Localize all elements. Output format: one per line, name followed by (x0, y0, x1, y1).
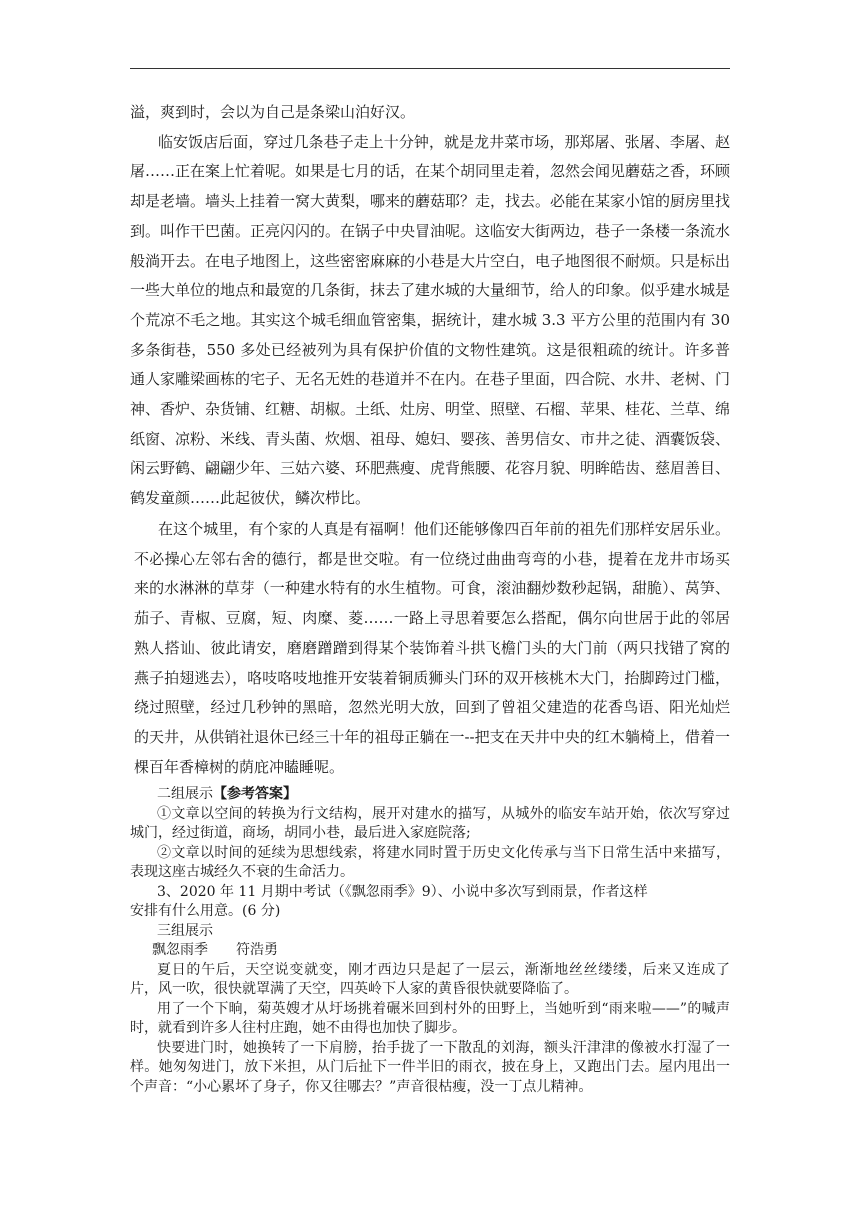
answer-2: ②文章以时间的延续为思想线索，将建水同时置于历史文化传承与当下日常生活中来描写，表现这座古城经久不衰的生命活力。 (130, 844, 730, 880)
answer-label: 【参考答案】 (213, 786, 297, 802)
story-author: 符浩勇 (236, 942, 278, 958)
header-rule (130, 68, 730, 69)
story-title: 飘忽雨季 (152, 942, 208, 958)
paragraph-family-home: 在这个城里，有个家的人真是有福啊！他们还能够像四百年前的祖先们那样安居乐业。不必操心左邻右舍的德行，都是世交啦。有一位绕过曲曲弯弯的小巷，提着在龙井市场买来的水淋淋的草芽（一种建水特有的水生植物。可食，滚油翻炒数秒起锅，甜脆）、莴笋、茄子、青椒、豆腐，短、肉糜、菱……一路上寻思着要怎么搭配，偶尔向世居于此的邻居熟人搭讪、彼此请安，磨磨蹭蹭到得某个装饰着斗拱飞檐门头的大门前（两只找错了窝的燕子拍翅逃去），咯吱咯吱地推开安装着铜质狮头门环的双开核桃木大门，抬脚跨过门槛，绕过照壁，经过几秒钟的黑暗，忽然光明大放，回到了曾祖父建造的花香鸟语、阳光灿烂的天井，从供销社退休已经三十年的祖母正躺在一--把支在天井中央的红木躺椅上，借着一棵百年香樟树的荫庇冲瞌睡呢。 (134, 520, 730, 776)
story-paragraph-3: 快要进门时，她换转了一下肩膀，抬手拢了一下散乱的刘海，额头汗津津的像被水打湿了一样。她匆匆进门，放下米担，从门后扯下一件半旧的雨衣，披在身上，又跑出门去。屋内甩出一个声音：“小心累坏了身子，你又往哪去？”声音很枯瘦，没一丁点儿精神。 (130, 1039, 730, 1095)
answer-1: ①文章以空间的转换为行文结构，展开对建水的描写，从城外的临安车站开始，依次写穿过城门，经过街道，商场，胡同小巷，最后进入家庭院落; (130, 805, 730, 841)
essay-excerpt-2 (130, 515, 730, 782)
question-3-line1: 3、2020 年 11 月期中考试（《飘忽雨季》9）、小说中多次写到雨景，作者这样 (157, 883, 648, 900)
story-paragraph-1: 夏日的午后，天空说变就变，刚才西边只是起了一层云，渐渐地丝丝缕缕，后来又连成了片，风一吹，很快就罩满了天空，四英岭下人家的黄昏很快就要降临了。 (130, 961, 730, 997)
question-3-line2: 安排有什么用意。(6 分) (130, 903, 281, 919)
essay-excerpt (130, 98, 730, 514)
paragraph-continuation: 溢，爽到时，会以为自己是条梁山泊好汉。 (130, 103, 416, 121)
story-paragraph-2: 用了一个下晌，菊英嫂才从圩场挑着碾米回到村外的田野上，当她听到“雨来啦——”的喊声时，就看到许多人往村庄跑，她不由得也加快了脚步。 (130, 1000, 730, 1036)
paragraph-lin-an-alleys: 临安饭店后面，穿过几条巷子走上十分钟，就是龙井菜市场，那郑屠、张屠、李屠、赵屠……正在案上忙着呢。如果是七月的话，在某个胡同里走着，忽然会闻见蘑菇之香，环顾却是老墙。墙头上挂着一窝大黄梨，哪来的蘑菇耶？走，找去。必能在某家小馆的厨房里找到。叫作干巴菌。正亮闪闪的。在锅子中央冒油呢。这临安大街两边，巷子一条楼一条流水般淌开去。在电子地图上，这些密密麻麻的小巷是大片空白，电子地图很不耐烦。只是标出一些大单位的地点和最宽的几条街，抹去了建水城的大量细节，给人的印象。似乎建水城是个荒凉不毛之地。其实这个城毛细血管密集，据统计，建水城 3.3 平方公里的范围内有 30 多条街巷，550 多处已经被列为具有保护价值的文物性建筑。这是很粗疏的统计。许多普通人家雕梁画栋的宅子、无名无姓的巷道并不在内。在巷子里面，四合院、水井、老树、门神、香炉、杂货铺、红糖、胡椒。土纸、灶房、明堂、照壁、石榴、苹果、桂花、兰草、绵纸窗、凉粉、米线、青头菌、炊烟、祖母、媳妇、婴孩、善男信女、市井之徒、酒囊饭袋、闲云野鹤、翩翩少年、三姑六婆、环肥燕瘦、虎背熊腰、花容月貌、明眸皓齿、慈眉善目、鹤发童颜……此起彼伏，鳞次栉比。 (130, 132, 731, 508)
group2-label: 二组展示 (157, 786, 213, 802)
answers-section (130, 785, 730, 1097)
group3-label: 三组展示 (157, 922, 213, 939)
story-heading (130, 941, 730, 961)
group2-heading (130, 785, 730, 805)
